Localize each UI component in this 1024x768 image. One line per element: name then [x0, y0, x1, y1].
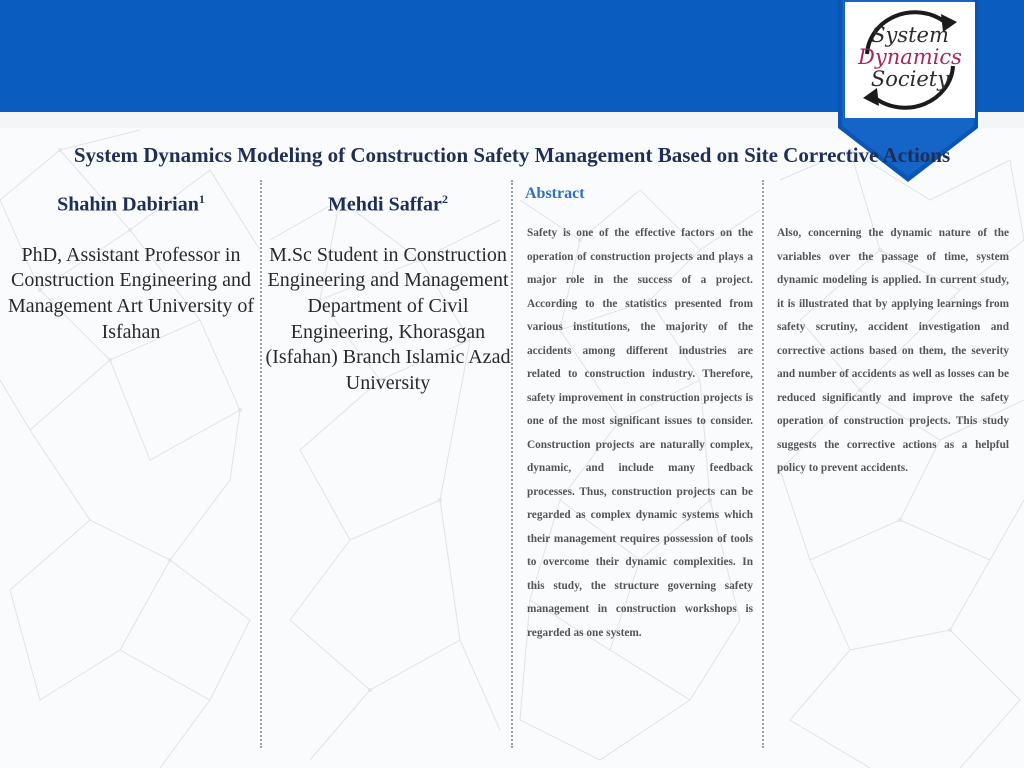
- author-2-affiliation: M.Sc Student in Construction Engineering and Management Department of Civil Engineering, Khorasgan (Isfahan) Branch Islamic Azad University: [265, 243, 511, 395]
- column-divider-3: [762, 180, 764, 748]
- author-2-superscript: 2: [441, 192, 448, 206]
- column-divider-1: [260, 180, 262, 748]
- author-1-name-text: Shahin Dabirian: [57, 193, 199, 216]
- page-title: System Dynamics Modeling of Construction Safety Management Based on Site Corrective Actions: [73, 143, 951, 167]
- author-1-name: [6, 186, 256, 218]
- author-block-1: [6, 186, 256, 345]
- system-dynamics-society-logo: [845, 2, 975, 118]
- abstract-paragraph-2: Also, concerning the dynamic nature of the variables over the passage of time, system dynamic modeling is applied. In current study, it is illustrated that by applying learnings from safety scrutiny, accident investigation and corrective actions based on them, the severity and number of accidents as well as losses can be reduced significantly and improve the safety operation of construction projects. This study suggests the corrective actions as a helpful policy to prevent accidents.: [777, 227, 1009, 474]
- author-1-superscript: 1: [198, 192, 205, 206]
- logo-word-society: Society: [870, 67, 950, 91]
- author-1-affiliation: PhD, Assistant Professor in Construction Engineering and Management Art University of Isfahan: [7, 243, 255, 343]
- author-2-name: [264, 186, 512, 218]
- logo-word-dynamics: Dynamics: [858, 45, 962, 69]
- column-divider-2: [511, 180, 513, 748]
- abstract-paragraph-1: Safety is one of the effective factors on the operation of construction projects and plays a major role in the success of a project. According to the statistics presented from various institutions, the majority of the accidents among different industries are related to construction industry. Therefore, safety improvement in construction projects is one of the most significant issues to consider. Construction projects are naturally complex, dynamic, and include many feedback processes. Thus, construction projects can be regarded as complex dynamic systems which their management requires possession of tools to overcome their dynamic complexities. In this study, the structure governing safety management in construction workshops is regarded as one system.: [527, 227, 753, 639]
- author-block-2: [264, 186, 512, 397]
- logo-word-system: System: [871, 23, 949, 47]
- abstract-heading: Abstract: [525, 185, 585, 202]
- author-2-name-text: Mehdi Saffar: [328, 193, 442, 216]
